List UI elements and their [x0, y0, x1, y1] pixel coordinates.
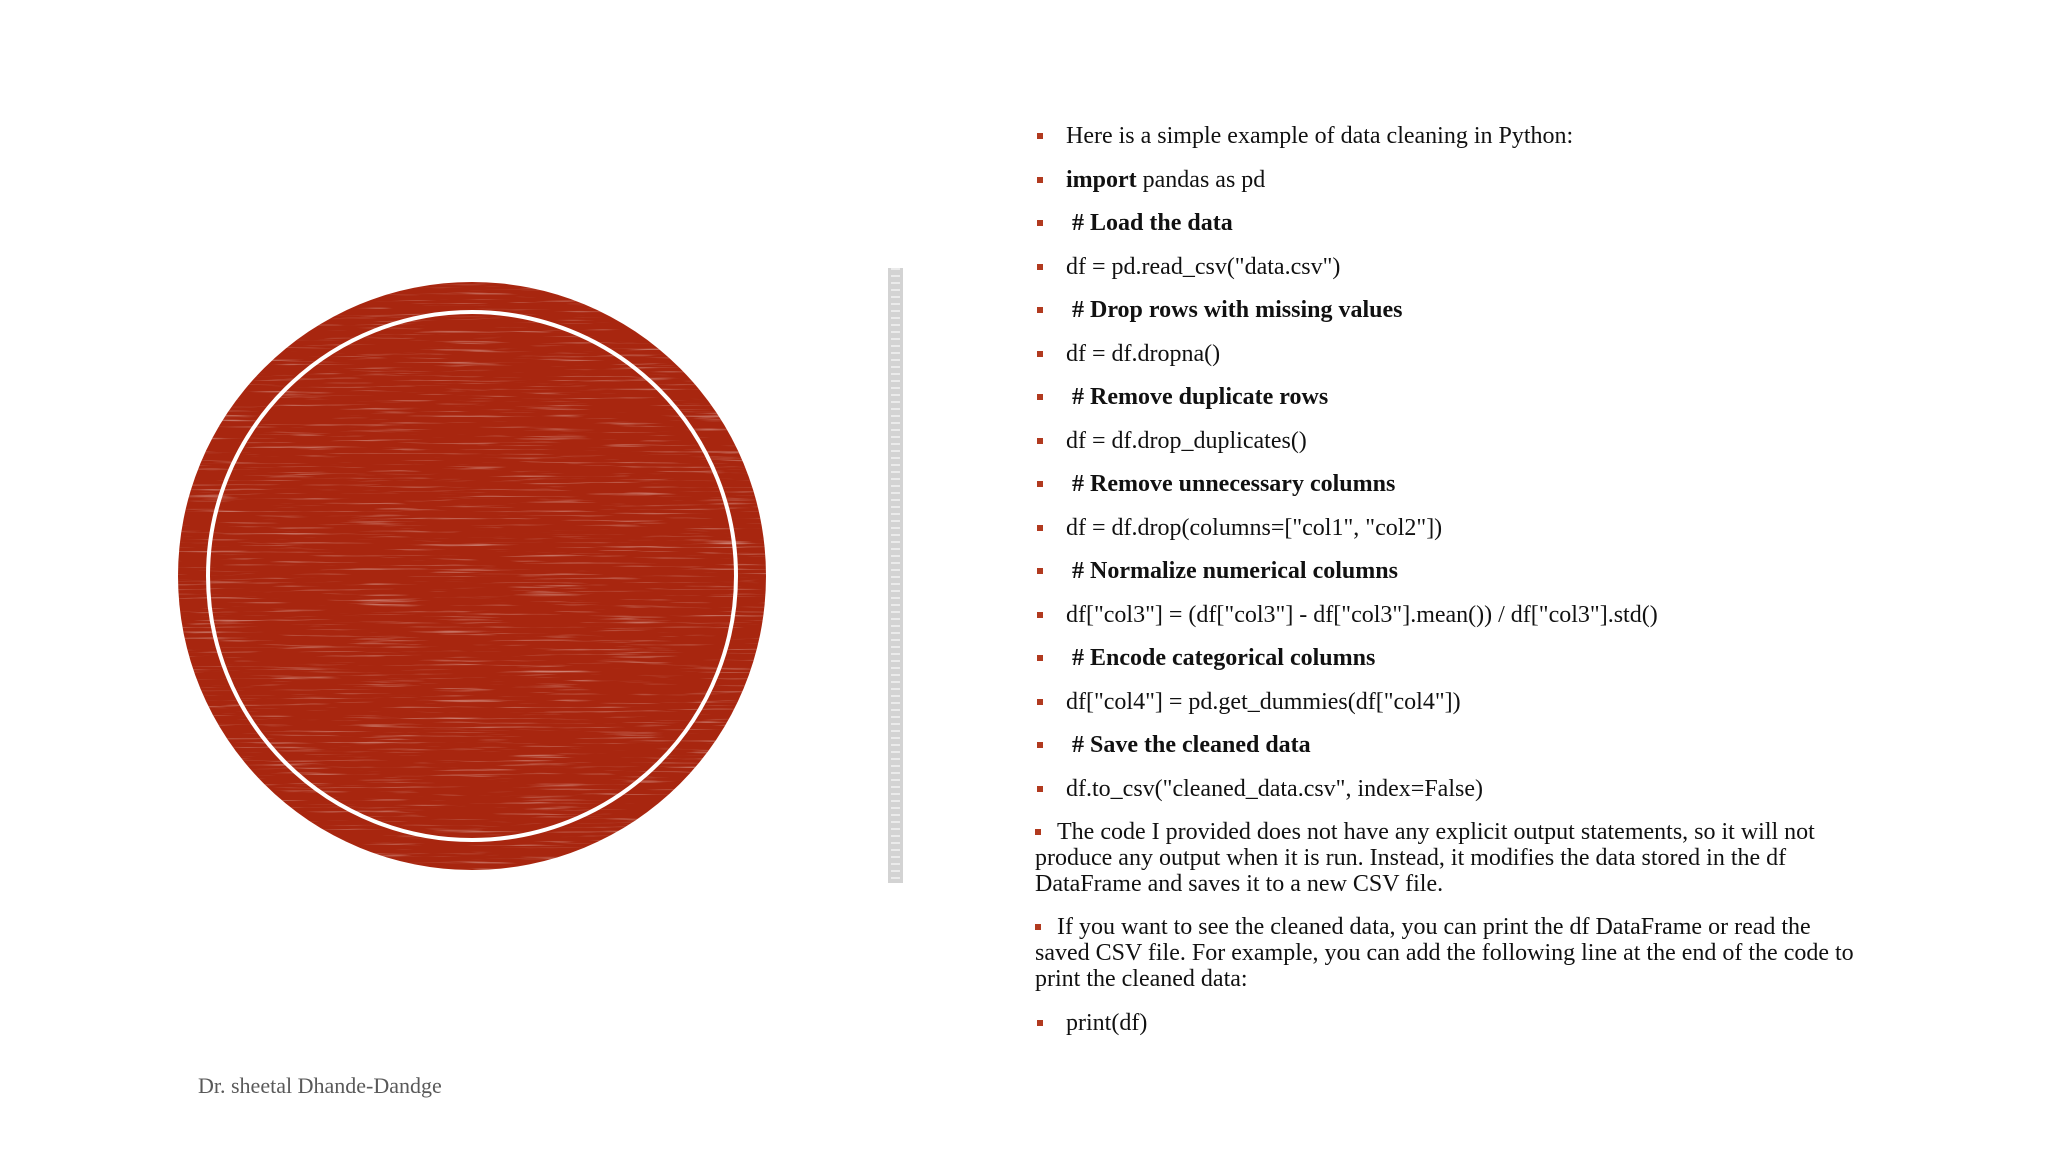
item-text: df.to_csv("cleaned_data.csv", index=False) [1066, 775, 1483, 802]
bullet-icon [1037, 568, 1043, 574]
bullet-icon [1037, 481, 1043, 487]
code-item [1035, 777, 1865, 803]
item-text: Here is a simple example of data cleaning in Python: [1066, 123, 1574, 149]
bullet-icon [1037, 307, 1043, 313]
code-item [1035, 429, 1865, 455]
code-text: pandas as pd [1136, 166, 1266, 193]
item-text: df = pd.read_csv("data.csv") [1066, 253, 1341, 280]
bullet-icon [1037, 1020, 1043, 1026]
comment-text: # Normalize numerical columns [1072, 558, 1398, 584]
bullet-icon [1037, 525, 1043, 531]
comment-text: # Remove unnecessary columns [1072, 471, 1396, 497]
item-text: df = df.drop_duplicates() [1066, 427, 1307, 454]
bullet-icon [1037, 655, 1043, 661]
comment-item [1035, 298, 1865, 324]
paragraph-text: If you want to see the cleaned data, you can print the df DataFrame or read the saved CSV file. For example, you can add the following line at the end of the code to print the cleaned data: [1035, 914, 1854, 993]
bullet-icon [1037, 133, 1043, 139]
paragraph-item [1035, 915, 1865, 993]
comment-item [1035, 733, 1865, 759]
vertical-divider [888, 268, 903, 883]
code-item [1035, 603, 1865, 629]
comment-text: # Encode categorical columns [1072, 645, 1376, 671]
footer-author: Dr. sheetal Dhande-Dandge [198, 1073, 442, 1098]
code-item [1035, 690, 1865, 716]
code-item [1035, 168, 1865, 194]
comment-item [1035, 559, 1865, 585]
item-text: print(df) [1066, 1009, 1148, 1036]
comment-text: # Drop rows with missing values [1072, 297, 1403, 323]
comment-text: # Remove duplicate rows [1072, 384, 1329, 410]
item-text: df["col4"] = pd.get_dummies(df["col4"]) [1066, 688, 1461, 715]
keyword-text: import [1066, 166, 1137, 193]
code-item [1035, 516, 1865, 542]
code-item [1035, 342, 1865, 368]
comment-item [1035, 646, 1865, 672]
item-text: df = df.drop(columns=["col1", "col2"]) [1066, 514, 1443, 541]
bullet-icon [1037, 742, 1043, 748]
bullet-icon [1037, 264, 1043, 270]
bullet-icon [1037, 612, 1043, 618]
bullet-icon [1037, 699, 1043, 705]
comment-item [1035, 385, 1865, 411]
bullet-list [1035, 124, 1865, 1054]
bullet-icon [1037, 786, 1043, 792]
comment-text: # Save the cleaned data [1072, 732, 1311, 758]
item-text: df["col3"] = (df["col3"] - df["col3"].mean()) / df["col3"].std() [1066, 601, 1658, 628]
bullet-icon [1037, 394, 1043, 400]
paragraph-text: The code I provided does not have any explicit output statements, so it will not produce any output when it is run. Instead, it modifies the data stored in the df DataFrame and saves it to a new CSV file. [1035, 819, 1815, 897]
decorative-red-circle [176, 280, 768, 872]
bullet-icon [1035, 829, 1041, 835]
comment-item [1035, 472, 1865, 498]
bullet-icon [1037, 220, 1043, 226]
comment-item [1035, 211, 1865, 237]
item-text: df = df.dropna() [1066, 340, 1221, 367]
code-item [1035, 1011, 1865, 1037]
bullet-icon [1037, 438, 1043, 444]
bullet-icon [1035, 924, 1041, 930]
bullet-icon [1037, 351, 1043, 357]
bullet-icon [1037, 177, 1043, 183]
paragraph-item [1035, 820, 1865, 898]
code-item [1035, 255, 1865, 281]
text-item [1035, 124, 1865, 150]
comment-text: # Load the data [1072, 210, 1233, 236]
